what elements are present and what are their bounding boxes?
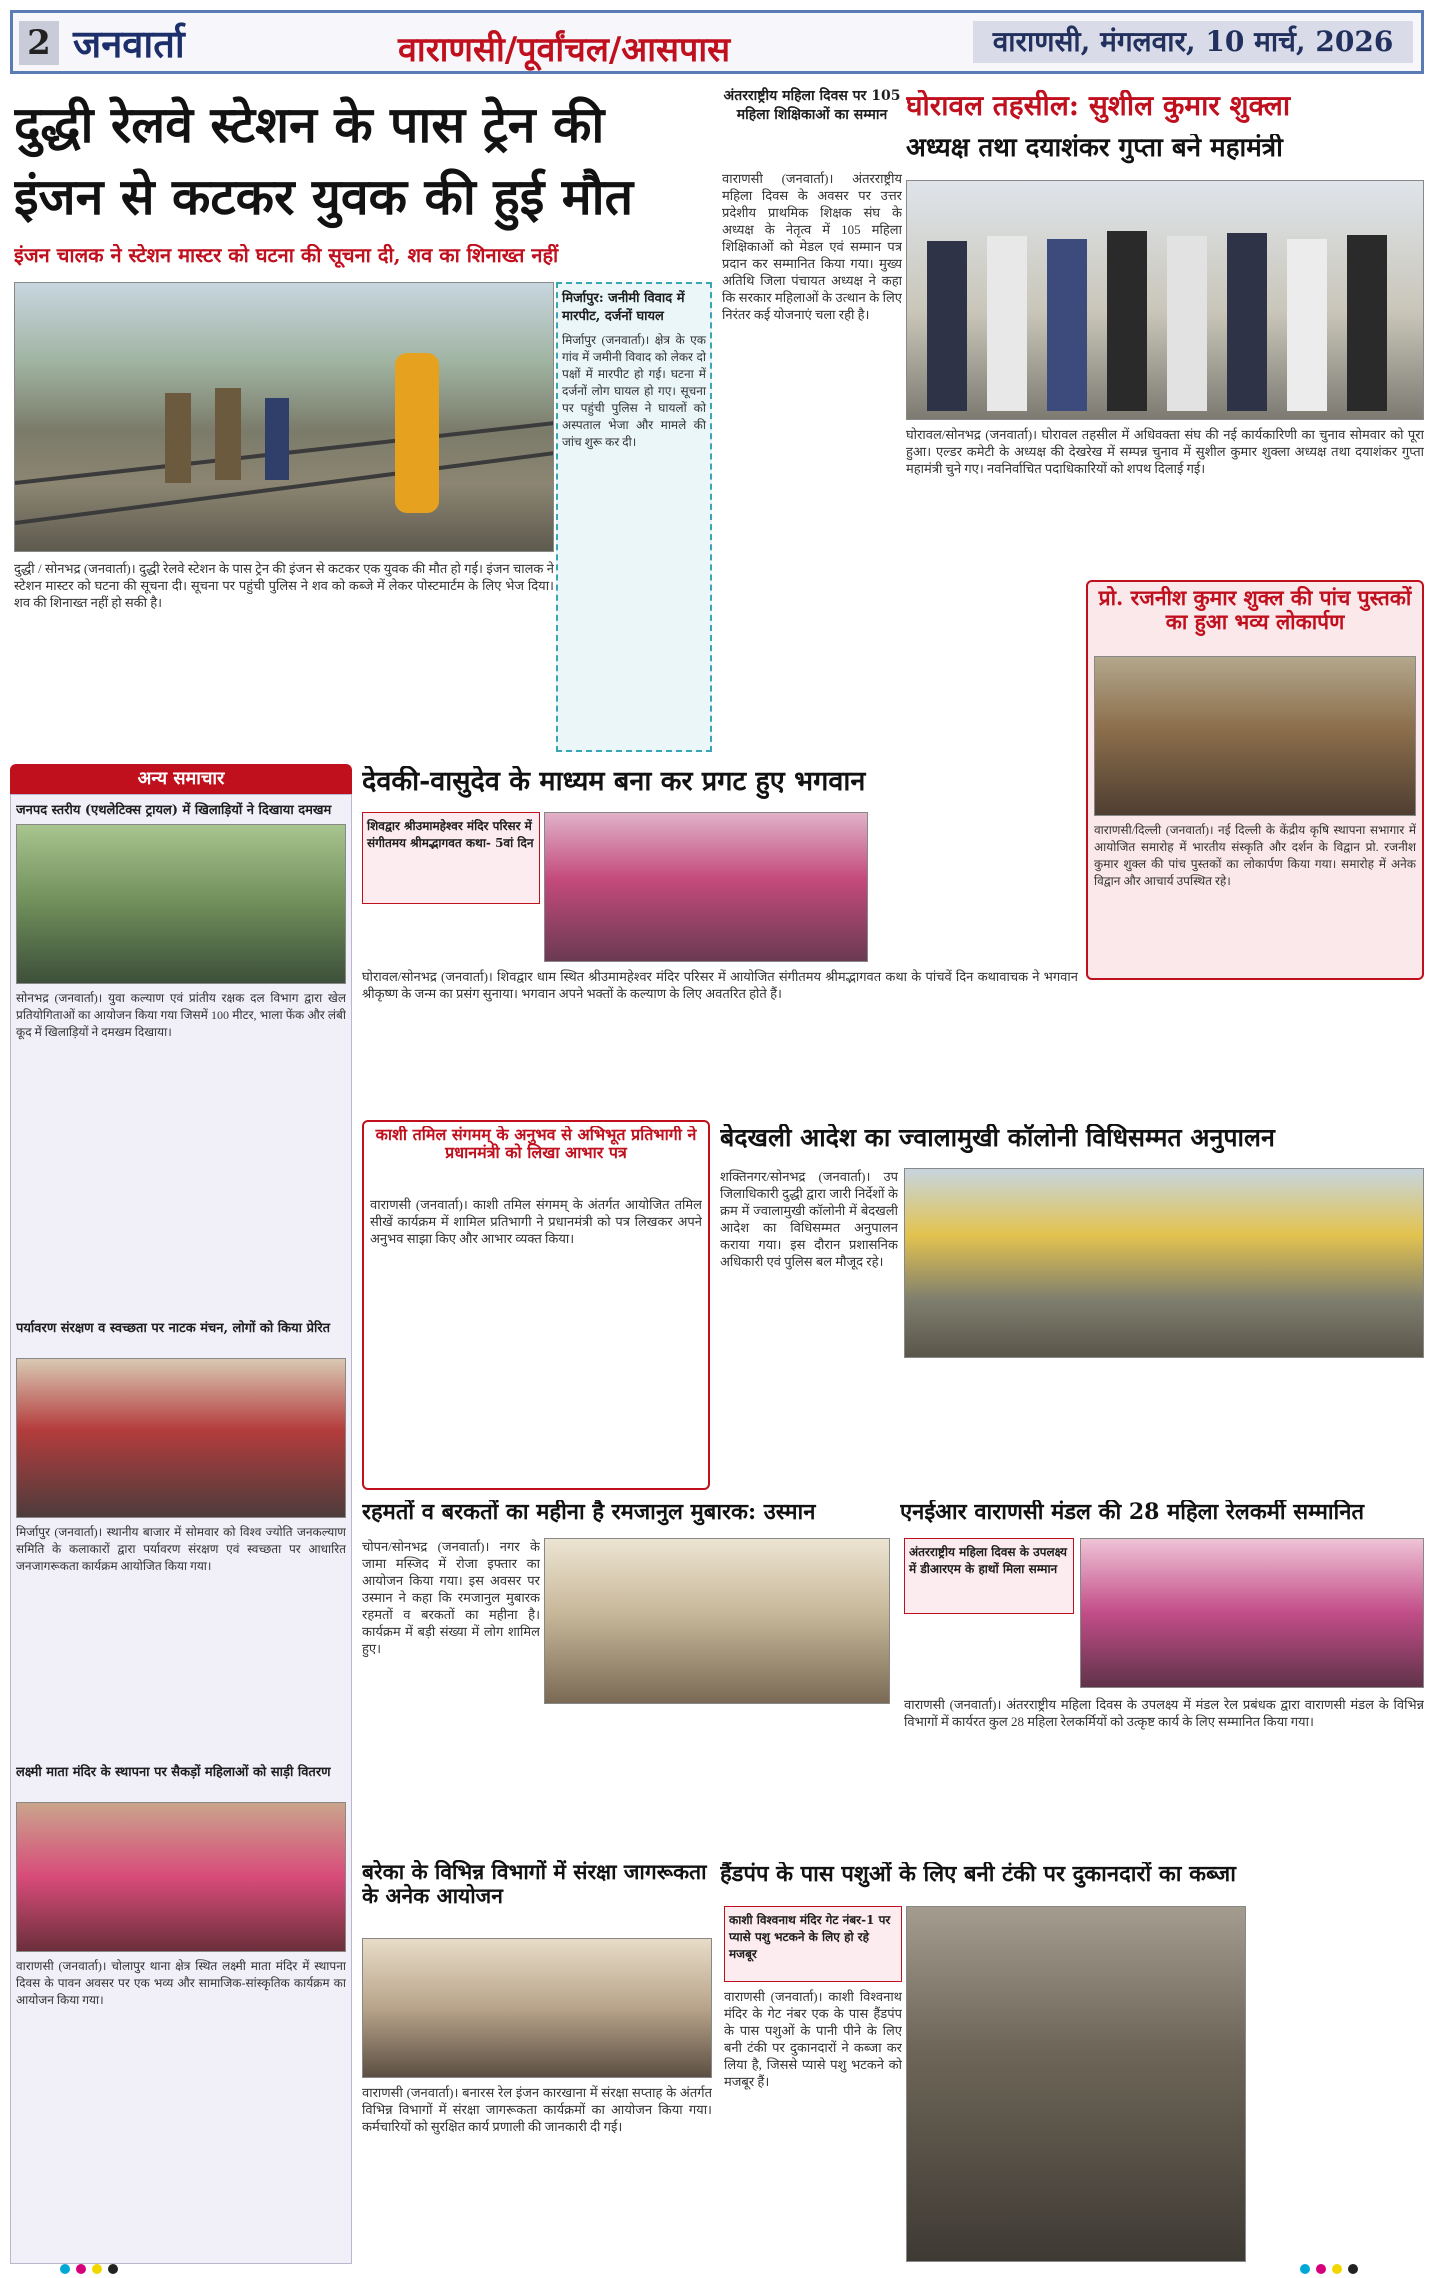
ner-story-body: वाराणसी (जनवार्ता)। अंतरराष्ट्रीय महिला दिवस के उपलक्ष्य में मंडल रेल प्रबंधक द्वारा वाराणसी मंडल के विभिन्न विभागों में कार्यरत कुल 28 महिला रेलकर्मियों को उत्कृष्ट कार्य के लिए सम्मानित किया गया।	[904, 1697, 1424, 1729]
devki-headline: देवकी-वासुदेव के माध्यम बना कर प्रगट हुए भगवान	[362, 766, 866, 797]
handpump-sub-box	[724, 1906, 902, 1982]
main-subheadline: इंजन चालक ने स्टेशन मास्टर को घटना की सूचना दी, शव का शिनाख्त नहीं	[14, 244, 559, 267]
registration-mark-cyan	[60, 2264, 70, 2274]
devki-story-body: घोरावल/सोनभद्र (जनवार्ता)। शिवद्वार धाम स्थित श्रीउमामहेश्वर मंदिर परिसर में आयोजित संगीतमय श्रीमद्भागवत कथा के पांचवें दिन कथावाचक ने भगवान श्रीकृष्ण के जन्म का प्रसंग सुनाया। भगवान अपने भक्तों के कल्याण के लिए अवतरित होते हैं।	[362, 969, 1078, 1001]
kashi-story-body: वाराणसी (जनवार्ता)। काशी तमिल संगमम् के अंतर्गत आयोजित तमिल सीखें कार्यक्रम में शामिल प्रतिभागी ने प्रधानमंत्री को पत्र लिखकर अपने अनुभव साझा किए और आभार व्यक्त किया।	[370, 1197, 702, 1246]
bedakhli-story-body: शक्तिनगर/सोनभद्र (जनवार्ता)। उप जिलाधिकारी दुद्धी द्वारा जारी निर्देशों के क्रम में ज्वालामुखी कॉलोनी में बेदखली आदेश का विधिसम्मत अनुपालन कराया गया। इस दौरान प्रशासनिक अधिकारी एवं पुलिस बल मौजूद रहे।	[720, 1169, 898, 1269]
athletics-group-photo	[16, 824, 346, 984]
handpump-headline: हैंडपंप के पास पशुओं के लिए बनी टंकी पर दुकानदारों का कब्जा	[720, 1862, 1236, 1887]
ramzan-headline: रहमतों व बरकतों का महीना है रमजानुल मुबारक: उस्मान	[362, 1500, 816, 1525]
ramzan-story-body: चोपन/सोनभद्र (जनवार्ता)। नगर के जामा मस्जिद में रोजा इफ्तार का आयोजन किया गया। इस अवसर पर उस्मान ने कहा कि रमजानुल मुबारक रहमतों व बरकतों का महीना है। कार्यक्रम में बड़ी संख्या में लोग शामिल हुए।	[362, 1539, 540, 1656]
handpump-story-body: वाराणसी (जनवार्ता)। काशी विश्वनाथ मंदिर के गेट नंबर एक के पास हैंडपंप के पास पशुओं के पानी पीने के लिए बनी टंकी पर दुकानदारों ने कब्जा कर लिया है, जिससे प्यासे पशु भटकने को मजबूर हैं।	[724, 1989, 902, 2089]
eviction-team-photo	[904, 1168, 1424, 1358]
registration-mark-yellow	[92, 2264, 102, 2274]
handpump-photo	[906, 1906, 1246, 2262]
newspaper-brand: जनवार्ता	[73, 21, 185, 66]
masthead-bar	[10, 10, 1424, 74]
women-day-body: वाराणसी (जनवार्ता)। अंतरराष्ट्रीय महिला दिवस के अवसर पर उत्तर प्रदेशीय प्राथमिक शिक्षक संघ के अध्यक्ष के नेतृत्व में 105 महिला शिक्षिकाओं को मेडल एवं सम्मान पत्र प्रदान कर सम्मानित किया गया। मुख्य अतिथि जिला पंचायत अध्यक्ष ने कहा कि सरकार महिलाओं के उत्थान के लिए निरंतर कई योजनाएं चला रही है।	[722, 171, 902, 322]
women-railway-staff-photo	[1080, 1538, 1424, 1688]
mirzapur-story-box	[556, 282, 712, 752]
main-headline-line-1: दुद्धी रेलवे स्टेशन के पास ट्रेन की	[14, 96, 605, 154]
rajneesh-story-body: वाराणसी/दिल्ली (जनवार्ता)। नई दिल्ली के केंद्रीय कृषि स्थापना सभागार में आयोजित समारोह में भारतीय संस्कृति और दर्शन के विद्वान प्रो. रजनीश कुमार शुक्ल की पांच पुस्तकों का लोकार्पण किया गया। समारोह में अनेक विद्वान और आचार्य उपस्थित रहे।	[1094, 823, 1416, 888]
issue-date: वाराणसी, मंगलवार, 10 मार्च, 2026	[973, 21, 1413, 63]
athletics-title: जनपद स्तरीय (एथलेटिक्स ट्रायल) में खिलाड़ियों ने दिखाया दमखम	[16, 803, 332, 818]
drama-body: मिर्जापुर (जनवार्ता)। स्थानीय बाजार में सोमवार को विश्व ज्योति जनकल्याण समिति के कलाकारों द्वारा पर्यावरण संरक्षण एवं स्वच्छता पर आधारित जनजागरूकता कार्यक्रम आयोजित किया गया।	[16, 1525, 346, 1573]
registration-mark-cyan-2	[1300, 2264, 1310, 2274]
mirzapur-box-body: मिर्जापुर (जनवार्ता)। क्षेत्र के एक गांव में जमीनी विवाद को लेकर दो पक्षों में मारपीट हो गई। घटना में दर्जनों लोग घायल हो गए। सूचना पर पहुंची पुलिस ने घायलों को अस्पताल भेजा और मामले की जांच शुरू कर दी।	[562, 333, 706, 449]
saree-distribution-photo	[16, 1802, 346, 1952]
book-launch-photo	[1094, 656, 1416, 816]
saree-title: लक्ष्मी माता मंदिर के स्थापना पर सैकड़ों महिलाओं को साड़ी वितरण	[16, 1765, 331, 1780]
ghorawal-oath-photo	[906, 180, 1424, 420]
devki-sub-box	[362, 812, 540, 904]
bareka-story-body: वाराणसी (जनवार्ता)। बनारस रेल इंजन कारखाना में संरक्षा सप्ताह के अंतर्गत विभिन्न विभागों में संरक्षा जागरूकता कार्यक्रमों का आयोजन किया गया। कर्मचारियों को सुरक्षित कार्य प्रणाली की जानकारी दी गई।	[362, 2085, 712, 2134]
ner-sub-box-text: अंतरराष्ट्रीय महिला दिवस के उपलक्ष्य में डीआरएम के हाथों मिला सम्मान	[909, 1545, 1067, 1576]
ner-sub-box	[904, 1538, 1074, 1614]
kashi-headline: काशी तमिल संगमम् के अनुभव से अभिभूत प्रतिभागी ने प्रधानमंत्री को लिखा आभार पत्र	[375, 1126, 697, 1163]
devki-sub-box-text: शिवद्वार श्रीउमामहेश्वर मंदिर परिसर में संगीतमय श्रीमद्भागवत कथा- 5वां दिन	[367, 819, 534, 850]
registration-mark-yellow-2	[1332, 2264, 1342, 2274]
registration-mark-black-2	[1348, 2264, 1358, 2274]
registration-mark-magenta	[76, 2264, 86, 2274]
main-headline-line-2: इंजन से कटकर युवक की हुई मौत	[14, 168, 634, 226]
ghorawal-story-body: घोरावल/सोनभद्र (जनवार्ता)। घोरावल तहसील में अधिवक्ता संघ की नई कार्यकारिणी का चुनाव सोमवार को पूरा हुआ। एल्डर कमेटी के अध्यक्ष की देखरेख में सम्पन्न चुनाव में सुशील कुमार शुक्ला अध्यक्ष तथा दयाशंकर गुप्ता महामंत्री चुने गए। नवनिर्वाचित पदाधिकारियों को शपथ दिलाई गई।	[906, 427, 1424, 476]
registration-mark-magenta-2	[1316, 2264, 1326, 2274]
drama-photo	[16, 1358, 346, 1518]
mirzapur-box-title: मिर्जापुर: जनीमी विवाद में मारपीट, दर्जनों घायल	[562, 291, 685, 324]
ghorawal-headline-line-1: घोरावल तहसील: सुशील कुमार शुक्ला	[906, 90, 1291, 122]
women-day-title: अंतरराष्ट्रीय महिला दिवस पर 105 महिला शिक्षिकाओं का सम्मान	[723, 88, 901, 123]
section-title: वाराणसी/पूर्वांचल/आसपास	[398, 30, 731, 70]
drama-title: पर्यावरण संरक्षण व स्वच्छता पर नाटक मंचन, लोगों को किया प्रेरित	[16, 1321, 331, 1336]
bhagwat-katha-photo	[544, 812, 868, 962]
main-story-body: दुद्धी / सोनभद्र (जनवार्ता)। दुद्धी रेलवे स्टेशन के पास ट्रेन की इंजन से कटकर एक युवक की मौत हो गई। इंजन चालक ने स्टेशन मास्टर को घटना की सूचना दी। सूचना पर पहुंची पुलिस ने शव को कब्जे में लेकर पोस्टमार्टम के लिए भेज दिया। शव की शिनाख्त नहीं हो सकी है।	[14, 561, 554, 610]
page-number: 2	[19, 21, 59, 65]
safety-awareness-photo	[362, 1938, 712, 2078]
rajneesh-headline: प्रो. रजनीश कुमार शुक्ल की पांच पुस्तकों का हुआ भव्य लोकार्पण	[1098, 586, 1412, 635]
bedakhli-headline: बेदखली आदेश का ज्वालामुखी कॉलोनी विधिसम्मत अनुपालन	[720, 1124, 1275, 1152]
iftar-photo	[544, 1538, 890, 1704]
registration-mark-black	[108, 2264, 118, 2274]
other-news-bar: अन्य समाचार	[10, 764, 352, 794]
ghorawal-headline-line-2: अध्यक्ष तथा दयाशंकर गुप्ता बने महामंत्री	[906, 134, 1283, 163]
saree-body: वाराणसी (जनवार्ता)। चोलापुर थाना क्षेत्र स्थित लक्ष्मी माता मंदिर में स्थापना दिवस के पावन अवसर पर एक भव्य और सामाजिक-सांस्कृतिक कार्यक्रम का आयोजन किया गया।	[16, 1959, 346, 2007]
ner-headline: एनईआर वाराणसी मंडल की 28 महिला रेलकर्मी सम्मानित	[900, 1500, 1364, 1525]
athletics-body: सोनभद्र (जनवार्ता)। युवा कल्याण एवं प्रांतीय रक्षक दल विभाग द्वारा खेल प्रतियोगिताओं का आयोजन किया गया जिसमें 100 मीटर, भाला फेंक और लंबी कूद में खिलाड़ियों ने दमखम दिखाया।	[16, 991, 346, 1039]
handpump-sub-box-text: काशी विश्वनाथ मंदिर गेट नंबर-1 पर प्यासे पशु भटकने के लिए हो रहे मजबूर	[729, 1913, 891, 1961]
railway-accident-photo	[14, 282, 554, 552]
bareka-headline: बरेका के विभिन्न विभागों में संरक्षा जागरूकता के अनेक आयोजन	[362, 1860, 707, 1909]
